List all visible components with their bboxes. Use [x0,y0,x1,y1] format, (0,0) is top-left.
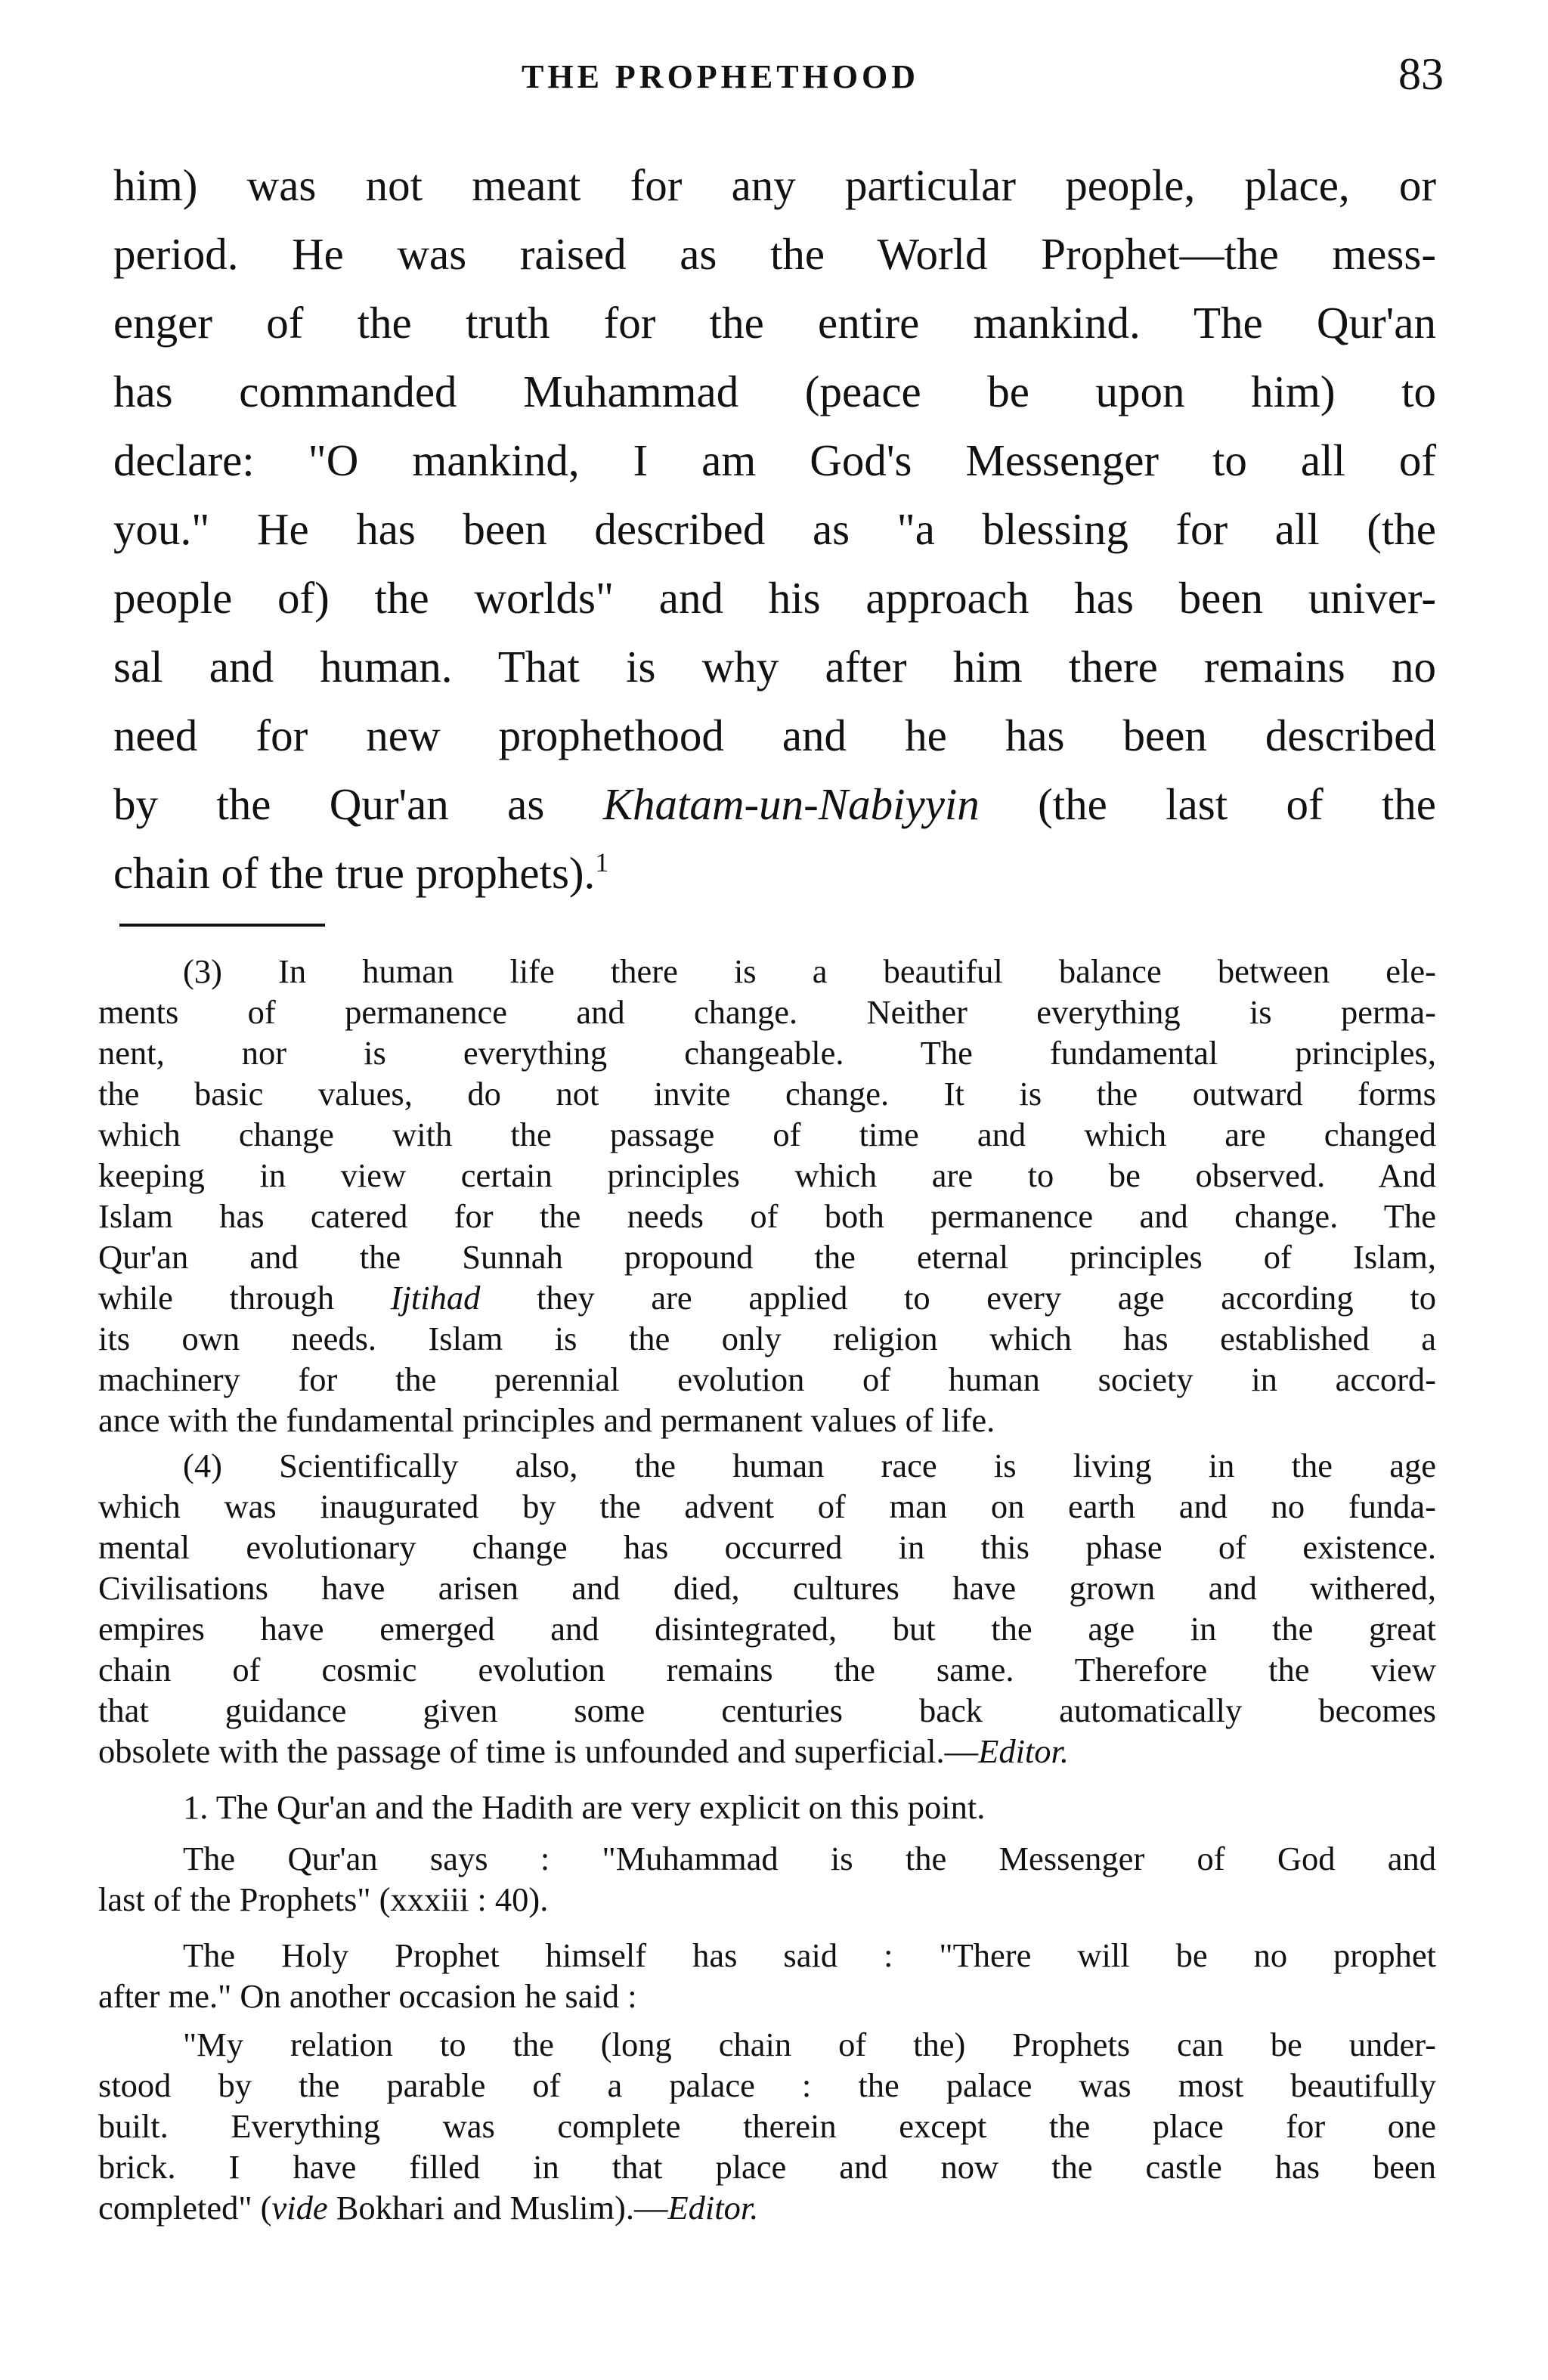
running-head [113,49,1451,113]
footnote-line: 1. The Qur'an and the Hadith are very explicit on this point. [183,1788,986,1826]
footnote-1-prophet-quote [98,1935,1436,2016]
footnote-line: The Holy Prophet himself has said : "There will be no prophet [183,1936,1436,1974]
main-line: people of) the worlds" and his approach has been univer- [113,573,1436,623]
footnote-line: ments of permanence and change. Neither everything is perma- [98,993,1436,1031]
footnote-line: (4) Scientifically also, the human race is living in the age [183,1447,1436,1484]
footnote-line: machinery for the perennial evolution of human society in accord- [98,1360,1436,1398]
footnote-line: last of the Prophets" (xxxiii : 40). [98,1880,549,1918]
footnote-reference[interactable]: 1 [595,847,609,877]
footnote-line: (3) In human life there is a beautiful balance between ele- [183,952,1436,990]
footnote-line: brick. I have filled in that place and now the castle has been [98,2148,1436,2186]
main-line: declare: "O mankind, I am God's Messenger to all of [113,435,1436,485]
line-text: Bokhari and Muslim).— [327,2189,668,2227]
line-text: while through [98,1279,391,1317]
footnote-line: that guidance given some centuries back automatically becomes [98,1691,1436,1729]
line-text: chain of the true prophets). [113,848,596,898]
main-line: period. He was raised as the World Prophet—the mess- [113,229,1436,279]
main-last-line [113,839,1436,908]
main-line: enger of the truth for the entire mankind. The Qur'an [113,298,1436,348]
footnote-line: Qur'an and the Sunnah propound the eternal principles of Islam, [98,1238,1436,1276]
footnote-line-ijtihad [98,1277,1436,1318]
footnote-1 [98,1787,1436,1828]
footnote-line: empires have emerged and disintegrated, but the age in the great [98,1610,1436,1648]
line-text: (the last of the [979,779,1436,829]
footnote-1-palace-parable [98,2024,1436,2228]
main-line: sal and human. That is why after him there remains no [113,642,1436,692]
editor-signature: Editor. [667,2189,759,2227]
line-text: obsolete with the passage of time is unfounded and superficial.— [98,1732,979,1770]
page-number: 83 [1398,49,1444,99]
footnotes-section [98,951,1436,2228]
footnote-line: built. Everything was complete therein except the place for one [98,2107,1436,2145]
footnote-line: keeping in view certain principles which are to be observed. And [98,1156,1436,1194]
footnote-line: mental evolutionary change has occurred in this phase of existence. [98,1528,1436,1566]
footnote-line: nent, nor is everything changeable. The fundamental principles, [98,1034,1436,1072]
footnote-line: the basic values, do not invite change. It is the outward forms [98,1075,1436,1113]
main-line: has commanded Muhammad (peace be upon him) to [113,367,1436,416]
italic-term: vide [271,2189,328,2227]
footnote-line: stood by the parable of a palace : the palace was most beautifully [98,2066,1436,2104]
running-title: THE PROPHETHOOD [522,58,920,95]
footnote-1-quran-quote [98,1838,1436,1920]
main-line: him) was not meant for any particular people, place, or [113,160,1436,210]
line-text: by the Qur'an as [113,779,603,829]
main-line-khatam [113,770,1436,839]
main-line: need for new prophethood and he has been described [113,710,1436,760]
footnote-line: Islam has catered for the needs of both permanence and change. The [98,1197,1436,1235]
footnote-divider [119,924,325,927]
line-text: completed" ( [98,2189,272,2227]
footnote-line: which was inaugurated by the advent of man on earth and no funda- [98,1487,1436,1525]
italic-term: Khatam-un-Nabiyyin [602,779,980,829]
main-paragraph [113,151,1436,908]
editor-signature: Editor. [978,1732,1070,1770]
footnote-line: after me." On another occasion he said : [98,1977,637,2015]
footnote-line: The Qur'an says : "Muhammad is the Messenger of God and [183,1840,1436,1877]
footnote-line: Civilisations have arisen and died, cultures have grown and withered, [98,1569,1436,1607]
footnote-4 [98,1445,1436,1772]
main-line: you." He has been described as "a blessing for all (the [113,504,1436,554]
footnote-line: which change with the passage of time and which are changed [98,1116,1436,1153]
footnote-line: ance with the fundamental principles and permanent values of life. [98,1401,995,1439]
footnote-3 [98,951,1436,1441]
line-text: they are applied to every age according to [480,1279,1436,1317]
italic-term: Ijtihad [390,1279,481,1317]
footnote-line: "My relation to the (long chain of the) Prophets can be under- [183,2026,1436,2063]
footnote-line: chain of cosmic evolution remains the same. Therefore the view [98,1651,1436,1688]
footnote-line: its own needs. Islam is the only religion which has established a [98,1320,1436,1357]
footnote-line-editor [98,1731,1436,1772]
footnote-line-vide [98,2187,1436,2228]
